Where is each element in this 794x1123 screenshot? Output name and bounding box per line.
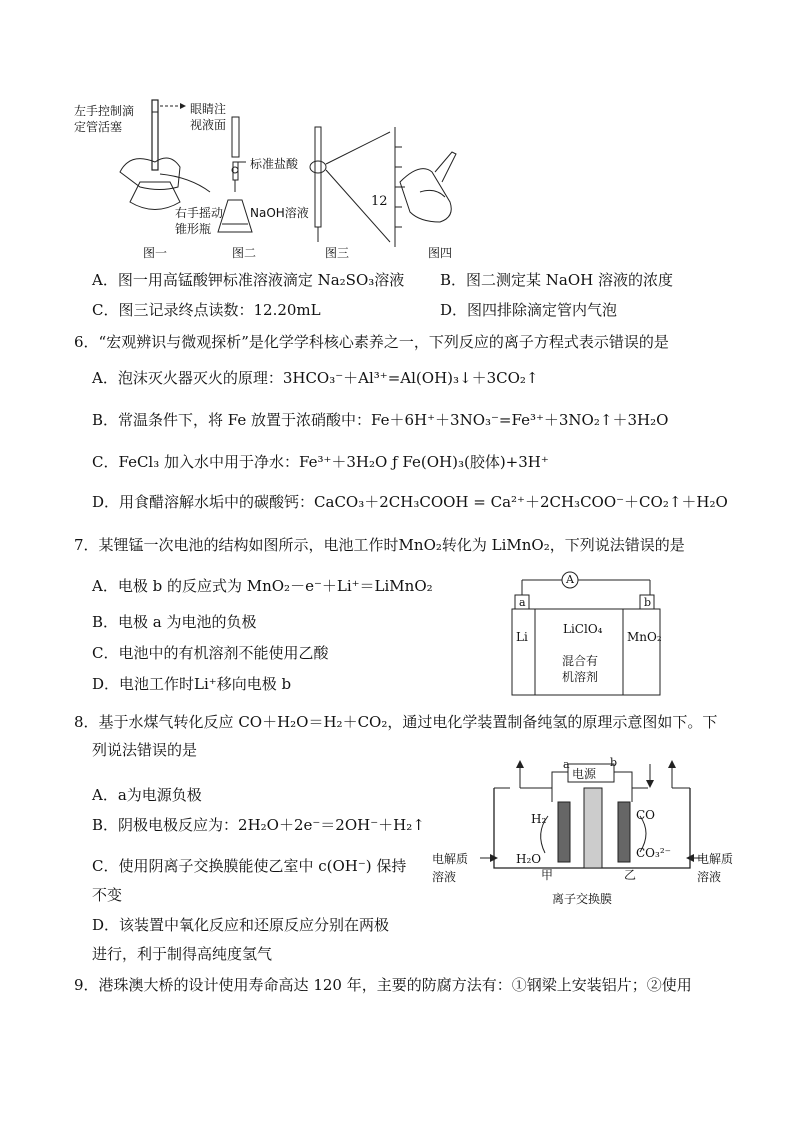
co-label: CO: [636, 808, 656, 822]
li-electrode-label: Li: [516, 630, 528, 644]
right-inlet-label-line2: 溶液: [697, 870, 722, 884]
terminal-b-label: b: [610, 756, 618, 769]
electrode-b-label: b: [644, 596, 652, 609]
q9-stem: 9．港珠澳大桥的设计使用寿命高达 120 年，主要的防腐方法有：①钢梁上安装铝片；②使用: [74, 976, 692, 994]
q8-option-b: B．阴极电极反应为：2H₂O＋2e⁻＝2OH⁻＋H₂↑: [92, 816, 425, 834]
q6-stem: 6．“宏观辨识与微观探析”是化学学科核心素养之一，下列反应的离子方程式表示错误的是: [74, 333, 669, 351]
q6-option-a: A．泡沫灭火器灭火的原理：3HCO₃⁻＋Al³⁺=Al(OH)₃↓＋3CO₂↑: [92, 369, 539, 387]
q6-option-c: C．FeCl₃ 加入水中用于净水：Fe³⁺＋3H₂O ƒ Fe(OH)₃(胶体)+3H⁺: [92, 453, 549, 471]
q7-option-a: A．电极 b 的反应式为 MnO₂－e⁻＋Li⁺＝LiMnO₂: [92, 577, 433, 595]
chamber-yi-label: 乙: [624, 868, 637, 882]
right-hand-note-line1: 右手摇动: [175, 206, 224, 220]
burette-reading-12: 12: [371, 194, 388, 209]
standard-acid-label: 标准盐酸: [250, 157, 299, 171]
q5-option-a: A．图一用高锰酸钾标准溶液滴定 Na₂SO₃溶液: [92, 271, 405, 289]
caption-fig1: 图一: [143, 246, 168, 260]
right-inlet-label-line1: 电解质: [697, 852, 734, 866]
caption-fig4: 图四: [428, 246, 453, 260]
q8-option-c-line2: 不变: [92, 886, 123, 904]
h2o-label: H₂O: [516, 852, 542, 866]
q7-option-d: D．电池工作时Li⁺移向电极 b: [92, 675, 292, 693]
membrane-label: 离子交换膜: [552, 892, 613, 906]
q8-stem-line1: 8．基于水煤气转化反应 CO＋H₂O＝H₂＋CO₂，通过电化学装置制备纯氢的原理示意图如下。下: [74, 713, 718, 731]
power-source-label: 电源: [572, 767, 597, 781]
q6-option-d: D．用食醋溶解水垢中的碳酸钙：CaCO₃＋2CH₃COOH = Ca²⁺＋2CH₃COO⁻＋CO₂↑＋H₂O: [92, 493, 728, 511]
q7-stem: 7．某锂锰一次电池的结构如图所示，电池工作时MnO₂转化为 LiMnO₂，下列说法错误的是: [74, 536, 685, 554]
q8-option-c-line1: C．使用阴离子交换膜能使乙室中 c(OH⁻) 保持: [92, 857, 407, 875]
q5-option-d: D．图四排除滴定管内气泡: [440, 301, 618, 319]
right-hand-note-line2: 锥形瓶: [175, 222, 212, 236]
q8-option-d-line2: 进行，利于制得高纯度氢气: [92, 945, 273, 963]
ammeter-label: A: [566, 573, 574, 586]
eye-note-line2: 视液面: [190, 118, 227, 132]
q8-option-d-line1: D．该装置中氧化反应和还原反应分别在两极: [92, 916, 390, 934]
q5-option-b: B．图二测定某 NaOH 溶液的浓度: [440, 271, 674, 289]
fig1-note-line2: 定管活塞: [74, 120, 123, 134]
mno2-electrode-label: MnO₂: [627, 630, 662, 644]
left-inlet-label-line1: 电解质: [432, 852, 469, 866]
q5-option-c: C．图三记录终点读数：12.20mL: [92, 301, 321, 319]
fig1-note-line1: 左手控制滴: [74, 104, 135, 118]
solvent-label-line1: 混合有: [562, 654, 599, 668]
caption-fig2: 图二: [232, 246, 257, 260]
electrode-a-label: a: [519, 596, 526, 609]
eye-note-line1: 眼睛注: [190, 102, 227, 116]
q6-option-b: B．常温条件下，将 Fe 放置于浓硝酸中：Fe＋6H⁺＋3NO₃⁻=Fe³⁺＋3NO₂↑＋3H₂O: [92, 411, 669, 429]
q7-option-b: B．电极 a 为电池的负极: [92, 613, 257, 631]
left-inlet-label-line2: 溶液: [432, 870, 457, 884]
caption-fig3: 图三: [325, 246, 350, 260]
q8-option-a: A．a为电源负极: [92, 786, 202, 804]
naoh-solution-label: NaOH溶液: [250, 206, 309, 220]
carbonate-label: CO₃²⁻: [636, 846, 671, 860]
terminal-a-label: a: [563, 758, 570, 771]
solvent-label-line2: 机溶剂: [562, 670, 599, 684]
q7-option-c: C．电池中的有机溶剂不能使用乙酸: [92, 644, 329, 662]
electrolyte-label: LiClO₄: [563, 622, 603, 636]
h2-label: H₂: [531, 812, 547, 826]
q8-stem-line2: 列说法错误的是: [92, 741, 198, 759]
chamber-jia-label: 甲: [541, 868, 554, 882]
